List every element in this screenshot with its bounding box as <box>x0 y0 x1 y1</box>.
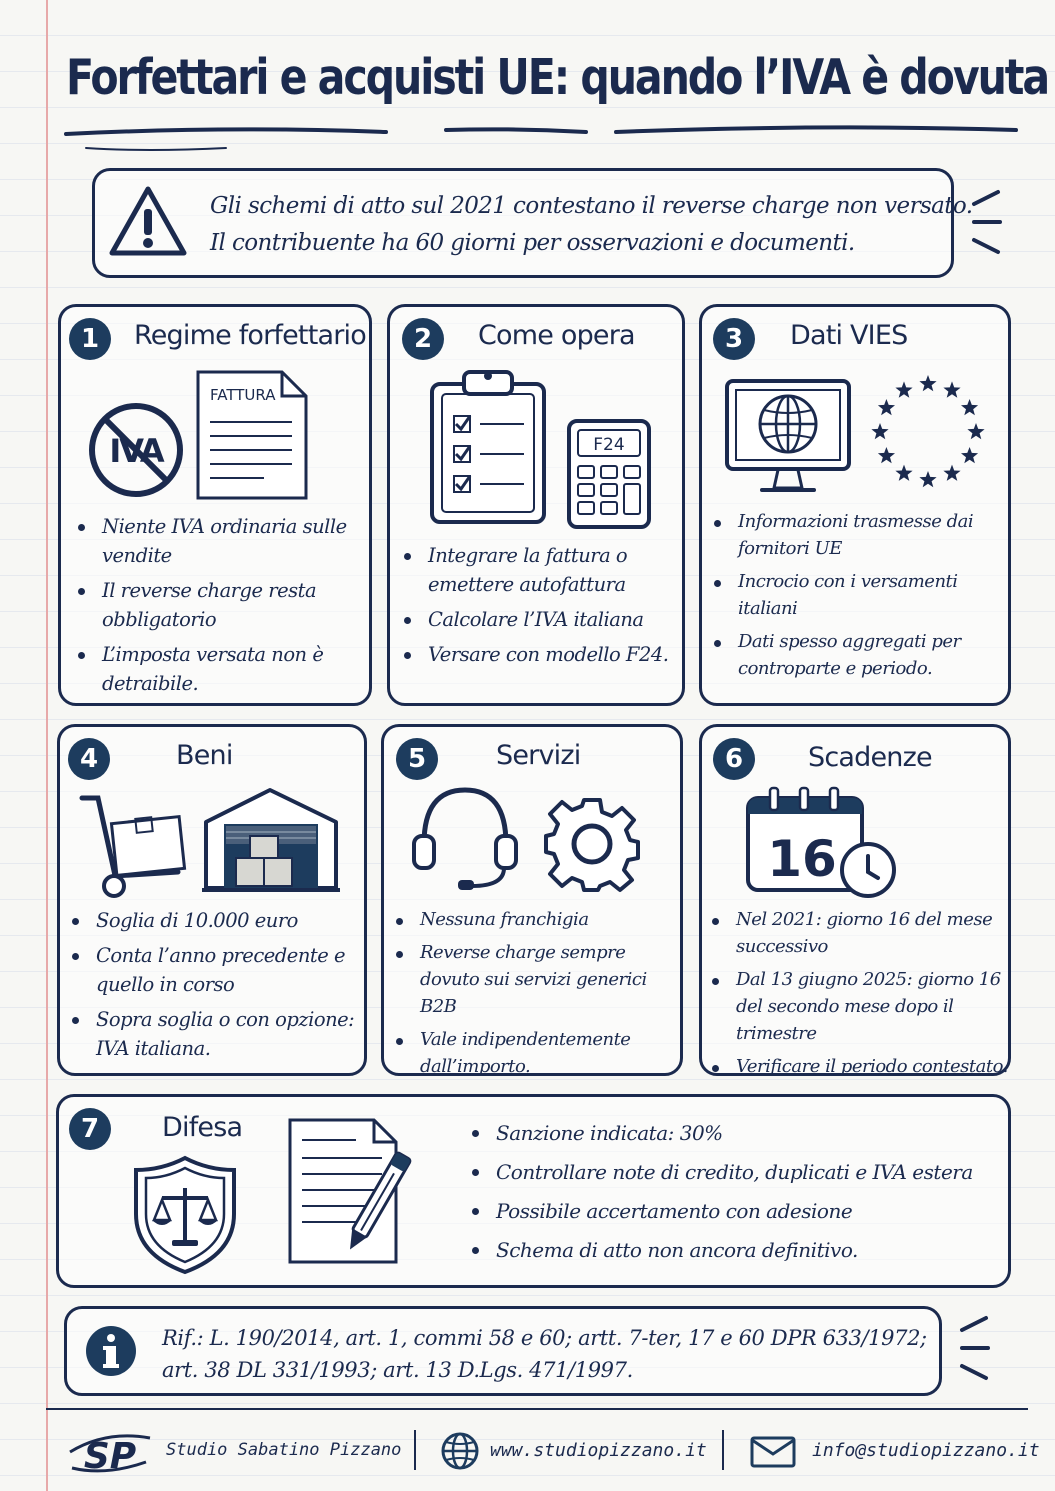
list-item: Dati spesso aggregati per controparte e periodo. <box>714 628 1004 682</box>
f24-calculator-icon <box>566 418 652 530</box>
eu-star <box>919 471 936 487</box>
f24-label: F24 <box>593 435 625 455</box>
list-item: Incrocio con i versamenti italiani <box>714 568 1004 622</box>
studio-logo <box>66 1424 156 1480</box>
card-title: Beni <box>176 740 233 771</box>
hand-truck-icon <box>78 792 188 902</box>
eu-star <box>871 423 888 439</box>
reference-text <box>162 1322 927 1386</box>
page-title: Forfettari e acquisti UE: quando l’IVA è dovuta <box>66 49 1049 106</box>
warning-icon <box>108 185 188 257</box>
card-title: Servizi <box>496 740 581 771</box>
no-vat-icon <box>88 402 188 502</box>
card-title: Difesa <box>162 1112 243 1143</box>
website-link[interactable]: www.studiopizzano.it <box>490 1440 707 1461</box>
warehouse-icon <box>202 786 340 892</box>
eu-star <box>895 465 912 481</box>
headset-icon <box>410 782 520 892</box>
list-item: Verificare il periodo contestato. <box>712 1053 1008 1080</box>
card-bullet-list <box>712 906 1008 1086</box>
list-item: Vale indipendentemente dall’importo. <box>396 1026 678 1080</box>
footer-separator <box>722 1430 724 1470</box>
warning-text <box>210 188 972 262</box>
envelope-icon <box>750 1436 796 1468</box>
globe-icon <box>440 1431 480 1471</box>
eu-star <box>895 381 912 397</box>
list-item: L’imposta versata non è detraibile. <box>78 640 362 698</box>
studio-name: Studio Sabatino Pizzano <box>166 1440 402 1460</box>
eu-star <box>878 399 895 415</box>
card-title: Dati VIES <box>790 320 908 351</box>
eu-star <box>943 381 960 397</box>
card-title: Come opera <box>478 320 635 351</box>
list-item: Calcolare l’IVA italiana <box>404 605 676 634</box>
title-underline <box>66 118 1026 158</box>
card-bullet-list <box>714 508 1004 688</box>
info-icon <box>84 1324 138 1378</box>
card-number-badge: 5 <box>396 738 438 780</box>
reference-line-1: Rif.: L. 190/2014, art. 1, commi 58 e 60; artt. 7-ter, 17 e 60 DPR 633/1972; <box>162 1326 927 1350</box>
card-bullet-list <box>396 906 678 1086</box>
eu-star <box>919 375 936 391</box>
card-title: Regime forfettario <box>134 320 366 351</box>
emphasis-marks-icon <box>956 1314 996 1384</box>
list-item: Niente IVA ordinaria sulle vendite <box>78 512 362 570</box>
no-vat-icon-label: IVA <box>109 432 163 470</box>
warning-line-1: Gli schemi di atto sul 2021 contestano il reverse charge non versato. <box>210 193 973 219</box>
list-item: Il reverse charge resta obbligatorio <box>78 576 362 634</box>
card-bullet-list <box>78 512 362 704</box>
list-item: Reverse charge sempre dovuto sui servizi generici B2B <box>396 939 678 1020</box>
invoice-document-icon <box>194 368 310 504</box>
notebook-margin-line <box>46 0 48 1491</box>
emphasis-marks-icon <box>968 188 1008 258</box>
card-bullet-list <box>72 906 362 1069</box>
shield-scales-icon <box>130 1154 240 1276</box>
list-item: Sopra soglia o con opzione: IVA italiana. <box>72 1005 362 1063</box>
list-item: Schema di atto non ancora definitivo. <box>472 1235 1002 1265</box>
card-number-badge: 7 <box>69 1108 111 1150</box>
eu-star <box>967 423 984 439</box>
logo-text: SP <box>83 1436 137 1477</box>
warning-line-2: Il contribuente ha 60 giorni per osservazioni e documenti. <box>210 230 855 256</box>
card-bullet-list <box>472 1118 1002 1271</box>
list-item: Versare con modello F24. <box>404 640 676 669</box>
list-item: Possibile accertamento con adesione <box>472 1196 1002 1226</box>
eu-star <box>961 447 978 463</box>
eu-stars-icon <box>870 374 990 494</box>
card-title: Scadenze <box>808 742 932 773</box>
list-item: Conta l’anno precedente e quello in corso <box>72 941 362 999</box>
list-item: Sanzione indicata: 30% <box>472 1118 1002 1148</box>
monitor-globe-icon <box>724 378 854 496</box>
list-item: Integrare la fattura o emettere autofattura <box>404 541 676 599</box>
list-item: Soglia di 10.000 euro <box>72 906 362 935</box>
eu-star <box>961 399 978 415</box>
card-number-badge: 6 <box>713 738 755 780</box>
list-item: Nessuna franchigia <box>396 906 678 933</box>
eu-star <box>878 447 895 463</box>
card-number-badge: 4 <box>68 738 110 780</box>
list-item: Informazioni trasmesse dai fornitori UE <box>714 508 1004 562</box>
card-number-badge: 1 <box>69 318 111 360</box>
document-pen-icon <box>286 1116 436 1266</box>
footer-divider <box>46 1408 1028 1410</box>
calendar-day: 16 <box>767 830 837 888</box>
card-number-badge: 3 <box>713 318 755 360</box>
invoice-label: FATTURA <box>210 386 276 404</box>
list-item: Nel 2021: giorno 16 del mese successivo <box>712 906 1008 960</box>
card-number-badge: 2 <box>402 318 444 360</box>
list-item: Controllare note di credito, duplicati e IVA estera <box>472 1157 1002 1187</box>
reference-line-2: art. 38 DL 331/1993; art. 13 D.Lgs. 471/1997. <box>162 1358 633 1382</box>
calendar-clock-icon <box>744 786 904 902</box>
list-item: Dal 13 giugno 2025: giorno 16 del secondo mese dopo il trimestre <box>712 966 1008 1047</box>
email-link[interactable]: info@studiopizzano.it <box>812 1440 1040 1461</box>
card-bullet-list <box>404 541 676 675</box>
footer-separator <box>414 1430 416 1470</box>
eu-star <box>943 465 960 481</box>
gear-icon <box>544 796 640 892</box>
clipboard-checklist-icon <box>428 366 548 526</box>
